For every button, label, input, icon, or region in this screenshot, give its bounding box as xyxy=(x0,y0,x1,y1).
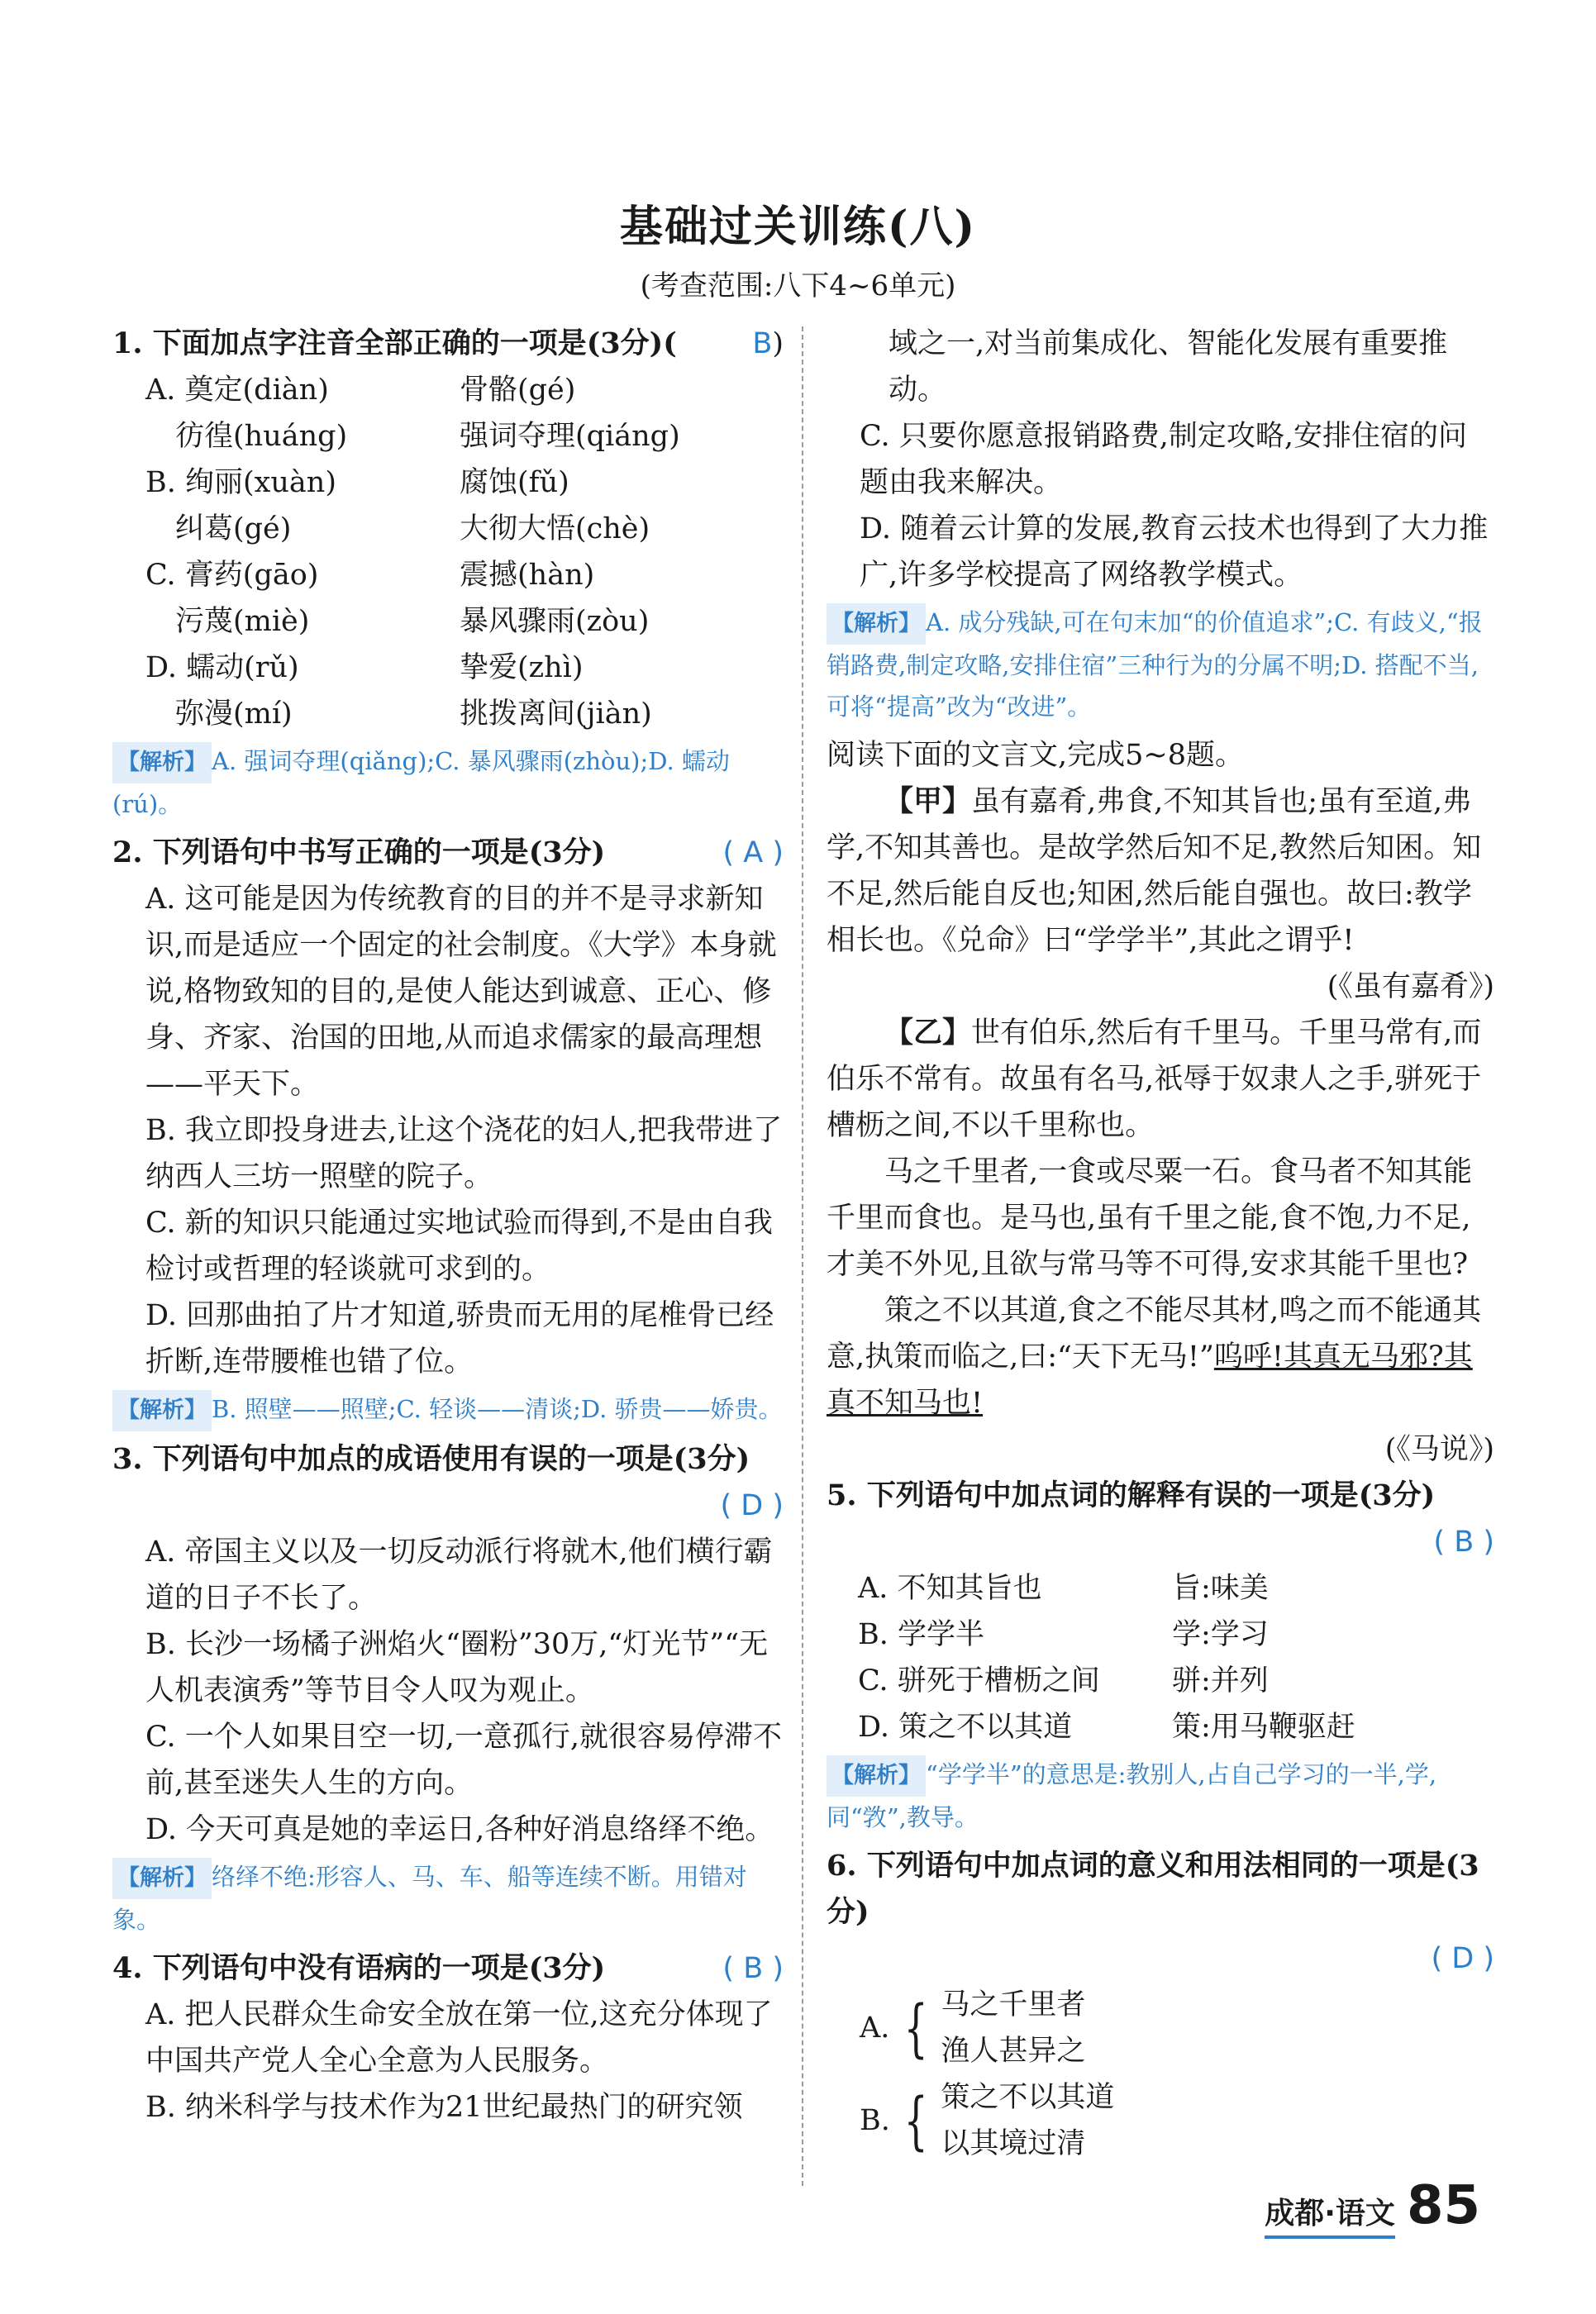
explanation-text: A. 成分残缺,可在句末加“的价值追求”;C. 有歧义,“报销路费,制定攻略,安排住宿”三种行为的分属不明;D. 搭配不当,可将“提高”改为“改进”。 xyxy=(827,608,1483,721)
explanation-tag: 【解析】 xyxy=(112,1390,212,1431)
passage-jia-text: 虽有嘉肴,弗食,不知其旨也;虽有至道,弗学,不知其善也。是故学然后知不足,教然后知困。知不足,然后能自反也;知困,然后能自强也。故曰:教学相长也。《兑命》曰“学学半”,其此之谓乎! xyxy=(827,785,1482,957)
option-d-1: D. 蠕动(rǔ) xyxy=(145,651,299,684)
option-c-4: 暴风骤雨(zòu) xyxy=(460,605,650,638)
option-d-3: 弥漫(mí) xyxy=(175,698,293,731)
passage-yi-3-text: 策之不以其道,食之不能尽其材,鸣之而不能通其意,执策而临之,曰:“天下无马!” xyxy=(827,1294,1482,1374)
question-3-answer: ( D ) xyxy=(720,1489,784,1522)
question-1-stem: 1. 下面加点字注音全部正确的一项是(3分)( xyxy=(112,326,677,360)
explanation-text: “学学半”的意思是:教别人,占自己学习的一半,学,同“敩”,教导。 xyxy=(827,1760,1437,1831)
q6-option-b-1: 策之不以其道 xyxy=(941,2081,1115,2114)
option-b-3: 纠葛(gé) xyxy=(175,512,292,545)
q6-option-a xyxy=(827,1982,1494,2074)
option-a-4: 强词夺理(qiáng) xyxy=(460,420,680,453)
q6-option-a-label: A. xyxy=(860,2012,890,2045)
question-2-stem: 2. 下列语句中书写正确的一项是(3分) xyxy=(112,836,606,869)
question-4-answer: ( B ) xyxy=(722,1952,784,1985)
q5-option-c: C. 骈死于槽枥之间 xyxy=(858,1664,1100,1697)
option-d-2: 挚爱(zhì) xyxy=(460,651,584,684)
question-3-option-c: C. 一个人如果目空一切,一意孤行,就很容易停滞不前,甚至迷失人生的方向。 xyxy=(145,1721,783,1800)
explanation-tag: 【解析】 xyxy=(827,603,926,645)
question-4-option-c: C. 只要你愿意报销路费,制定攻略,安排住宿的问题由我来解决。 xyxy=(860,420,1468,499)
passage-yi-3 xyxy=(827,1288,1494,1426)
explanation-text: A. 强词夺理(qiǎng);C. 暴风骤雨(zhòu);D. 蠕动(rú)。 xyxy=(112,747,730,818)
option-a-1: A. 奠定(diàn) xyxy=(145,374,329,407)
passage-jia-source: (《虽有嘉肴》) xyxy=(1327,970,1494,1003)
q5-option-c-def: 骈:并列 xyxy=(1172,1664,1269,1697)
question-5-options xyxy=(827,1565,1494,1750)
explanation-tag: 【解析】 xyxy=(827,1755,926,1797)
question-1-close: ) xyxy=(772,327,784,360)
question-6 xyxy=(827,1843,1494,2167)
question-4-explanation xyxy=(827,602,1494,727)
reading-intro: 阅读下面的文言文,完成5~8题。 xyxy=(827,739,1244,772)
option-a-3: 彷徨(huáng) xyxy=(175,420,348,453)
passage-yi-source: (《马说》) xyxy=(1384,1433,1494,1466)
explanation-text: 络绎不绝:形容人、马、车、船等连续不断。用错对象。 xyxy=(112,1863,747,1934)
question-2-option-b: B. 我立即投身进去,让这个浇花的妇人,把我带进了纳西人三坊一照壁的院子。 xyxy=(145,1114,783,1193)
q6-option-a-2: 渔人甚异之 xyxy=(941,2035,1086,2068)
question-3-option-d: D. 今天可真是她的幸运日,各种好消息络绎不绝。 xyxy=(145,1813,774,1846)
explanation-tag: 【解析】 xyxy=(112,1858,212,1899)
footer-label: 成都·语文 xyxy=(1265,2190,1395,2239)
question-6-stem: 6. 下列语句中加点词的意义和用法相同的一项是(3分) xyxy=(827,1849,1479,1929)
question-3-option-b: B. 长沙一场橘子洲焰火“圈粉”30万,“灯光节”“无人机表演秀”等节目令人叹为观止。 xyxy=(145,1628,769,1707)
question-2-answer: ( A ) xyxy=(722,836,784,869)
explanation-tag: 【解析】 xyxy=(112,742,212,783)
question-1 xyxy=(112,321,784,825)
explanation-text: B. 照壁——照壁;C. 轻谈——清谈;D. 骄贵——娇贵。 xyxy=(212,1395,783,1423)
passage-yi-1-text: 世有伯乐,然后有千里马。千里马常有,而伯乐不常有。故虽有名马,祇辱于奴隶人之手,骈死于槽枥之间,不以千里称也。 xyxy=(827,1017,1482,1142)
brace-icon: { xyxy=(903,1991,928,2064)
passage-yi-2: 马之千里者,一食或尽粟一石。食马者不知其能千里而食也。是马也,虽有千里之能,食不饱,力不足,才美不外见,且欲与常马等不可得,安求其能千里也? xyxy=(827,1155,1473,1281)
passage-yi-3-underlined: 呜呼!其真无马邪?其真不知马也! xyxy=(827,1340,1473,1420)
question-6-answer: ( D ) xyxy=(1431,1942,1494,1975)
q5-option-a-def: 旨:味美 xyxy=(1172,1572,1269,1605)
option-c-1: C. 膏药(gāo) xyxy=(145,559,319,592)
page-number: 85 xyxy=(1406,2175,1480,2236)
q5-option-b-def: 学:学习 xyxy=(1172,1618,1269,1651)
passage-yi-tag: 【乙】 xyxy=(884,1016,972,1050)
page-subtitle: (考查范围:八下4~6单元) xyxy=(640,269,956,302)
question-3-option-a: A. 帝国主义以及一切反动派行将就木,他们横行霸道的日子不长了。 xyxy=(145,1536,773,1615)
option-b-2: 腐蚀(fǔ) xyxy=(460,466,569,499)
question-4-option-b-part2: 域之一,对当前集成化、智能化发展有重要推动。 xyxy=(889,327,1448,407)
option-a-2: 骨骼(gé) xyxy=(460,374,576,407)
passage-yi-1 xyxy=(827,1010,1494,1149)
option-c-3: 污蔑(miè) xyxy=(175,605,310,638)
question-2-option-d: D. 回那曲拍了片才知道,骄贵而无用的尾椎骨已经折断,连带腰椎也错了位。 xyxy=(145,1299,774,1378)
brace-icon: { xyxy=(903,2083,928,2157)
left-column xyxy=(112,321,784,2131)
question-4-option-d: D. 随着云计算的发展,教育云技术也得到了大力推广,许多学校提高了网络教学模式。 xyxy=(860,512,1489,592)
page-footer xyxy=(1265,2175,1480,2239)
option-b-4: 大彻大悟(chè) xyxy=(460,512,650,545)
question-3-explanation xyxy=(112,1856,784,1940)
q6-option-a-1: 马之千里者 xyxy=(941,1988,1086,2021)
question-2 xyxy=(112,830,784,1431)
option-c-2: 震撼(hàn) xyxy=(460,559,595,592)
question-5-explanation xyxy=(827,1754,1494,1838)
question-1-answer: B xyxy=(752,327,773,360)
q5-option-a: A. 不知其旨也 xyxy=(858,1572,1042,1605)
column-divider xyxy=(802,326,803,2186)
q6-option-b-2: 以其境过清 xyxy=(941,2127,1086,2160)
q5-option-b: B. 学学半 xyxy=(858,1618,984,1651)
question-2-explanation xyxy=(112,1388,784,1431)
question-5-answer: ( B ) xyxy=(1433,1526,1494,1559)
question-3-stem: 3. 下列语句中加点的成语使用有误的一项是(3分) xyxy=(112,1442,750,1476)
page-title: 基础过关训练(八) xyxy=(619,202,977,252)
question-1-explanation xyxy=(112,740,784,825)
question-3 xyxy=(112,1436,784,1940)
passage-jia xyxy=(827,778,1494,964)
question-4-option-a: A. 把人民群众生命安全放在第一位,这充分体现了中国共产党人全心全意为人民服务。 xyxy=(145,1998,773,2078)
passage-jia-tag: 【甲】 xyxy=(884,784,972,818)
q5-option-d-def: 策:用马鞭驱赶 xyxy=(1172,1711,1355,1744)
question-2-option-c: C. 新的知识只能通过实地试验而得到,不是由自我检讨或哲理的轻谈就可求到的。 xyxy=(145,1207,773,1286)
option-b-1: B. 绚丽(xuàn) xyxy=(145,466,336,499)
question-2-option-a: A. 这可能是因为传统教育的目的并不是寻求新知识,而是适应一个固定的社会制度。《大学》本身就说,格物致知的目的,是使人能达到诚意、正心、修身、齐家、治国的田地,从而追求儒家的最高理想——平天下。 xyxy=(145,883,777,1101)
q6-option-b xyxy=(827,2074,1494,2167)
q6-option-b-label: B. xyxy=(860,2104,890,2137)
question-4-option-b-part1: B. 纳米科学与技术作为21世纪最热门的研究领 xyxy=(145,2091,743,2124)
question-1-options xyxy=(112,367,784,737)
question-5 xyxy=(827,1473,1494,1838)
option-d-4: 挑拨离间(jiàn) xyxy=(460,698,652,731)
right-column xyxy=(827,321,1494,2167)
q5-option-d: D. 策之不以其道 xyxy=(858,1711,1073,1744)
question-4 xyxy=(112,1945,784,2131)
question-4-stem: 4. 下列语句中没有语病的一项是(3分) xyxy=(112,1951,606,1985)
question-5-stem: 5. 下列语句中加点词的解释有误的一项是(3分) xyxy=(827,1478,1436,1512)
